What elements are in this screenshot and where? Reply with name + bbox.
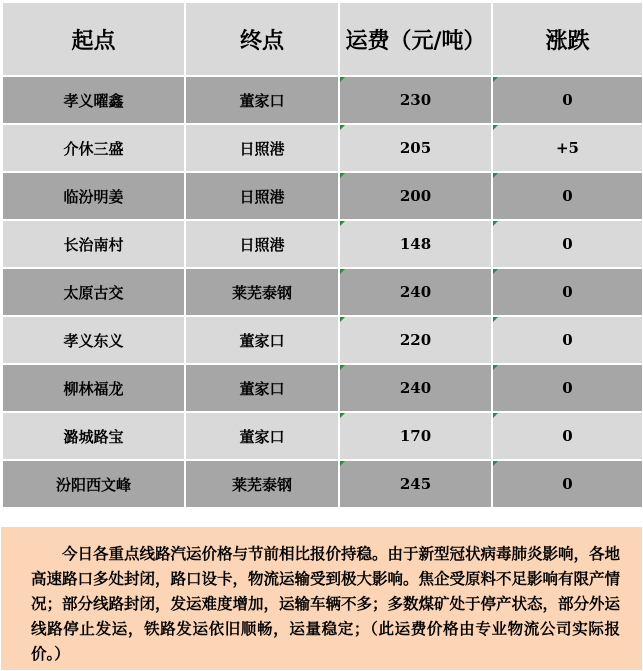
change-cell: 0 <box>492 220 643 268</box>
freight-cell: 170 <box>339 412 492 460</box>
destination-cell: 莱芜泰钢 <box>185 268 339 316</box>
destination-cell: 董家口 <box>185 364 339 412</box>
origin-cell: 太原古交 <box>2 268 185 316</box>
table-row <box>2 172 643 220</box>
freight-cell: 240 <box>339 268 492 316</box>
origin-cell: 汾阳西文峰 <box>2 460 185 508</box>
change-cell: 0 <box>492 76 643 124</box>
freight-cell: 148 <box>339 220 492 268</box>
table-row <box>2 220 643 268</box>
table-row <box>2 412 643 460</box>
origin-cell: 柳林福龙 <box>2 364 185 412</box>
table-row <box>2 124 643 172</box>
table-row <box>2 76 643 124</box>
header-freight: 运费（元/吨） <box>339 2 492 76</box>
change-cell: +5 <box>492 124 643 172</box>
freight-cell: 245 <box>339 460 492 508</box>
freight-cell: 230 <box>339 76 492 124</box>
freight-table <box>1 1 643 509</box>
origin-cell: 潞城路宝 <box>2 412 185 460</box>
table-row <box>2 364 643 412</box>
destination-cell: 董家口 <box>185 76 339 124</box>
header-destination: 终点 <box>185 2 339 76</box>
market-commentary: 今日各重点线路汽运价格与节前相比报价持稳。由于新型冠状病毒肺炎影响，各地高速路口多处封闭，路口设卡，物流运输受到极大影响。焦企受原料不足影响有限产情况；部分线路封闭，发运难度增加，运输车辆不多；多数煤矿处于停产状态，部分外运线路停止发运，铁路发运依旧顺畅，运量稳定；（此运费价格由专业物流公司实际报价。） <box>1 527 642 670</box>
table-row <box>2 268 643 316</box>
table-row <box>2 460 643 508</box>
change-cell: 0 <box>492 460 643 508</box>
origin-cell: 孝义曜鑫 <box>2 76 185 124</box>
destination-cell: 日照港 <box>185 124 339 172</box>
destination-cell: 董家口 <box>185 316 339 364</box>
table-row <box>2 316 643 364</box>
origin-cell: 介休三盛 <box>2 124 185 172</box>
origin-cell: 孝义东义 <box>2 316 185 364</box>
destination-cell: 董家口 <box>185 412 339 460</box>
table-header-row <box>2 2 643 76</box>
destination-cell: 日照港 <box>185 172 339 220</box>
freight-cell: 200 <box>339 172 492 220</box>
freight-cell: 205 <box>339 124 492 172</box>
freight-cell: 220 <box>339 316 492 364</box>
header-origin: 起点 <box>2 2 185 76</box>
destination-cell: 莱芜泰钢 <box>185 460 339 508</box>
origin-cell: 临汾明姜 <box>2 172 185 220</box>
change-cell: 0 <box>492 364 643 412</box>
destination-cell: 日照港 <box>185 220 339 268</box>
change-cell: 0 <box>492 412 643 460</box>
change-cell: 0 <box>492 316 643 364</box>
header-change: 涨跌 <box>492 2 643 76</box>
origin-cell: 长治南村 <box>2 220 185 268</box>
change-cell: 0 <box>492 172 643 220</box>
change-cell: 0 <box>492 268 643 316</box>
freight-cell: 240 <box>339 364 492 412</box>
